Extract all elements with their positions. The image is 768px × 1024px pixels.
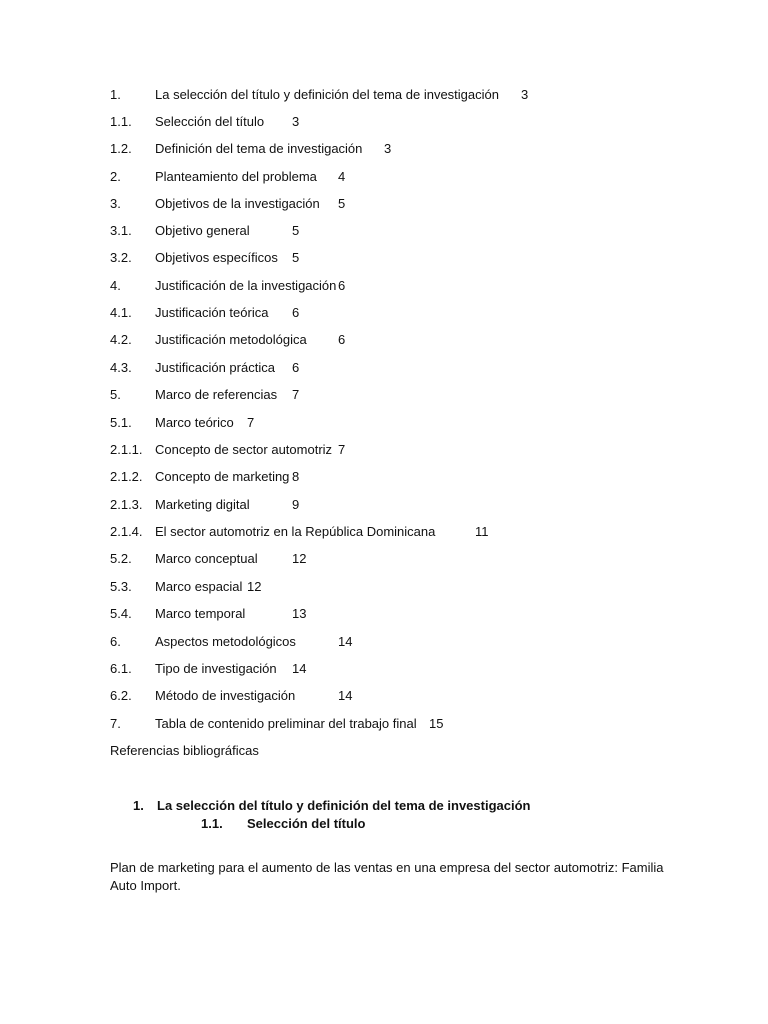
body-paragraph: Plan de marketing para el aumento de las ventas en una empresa del sector automotriz: Familia Auto Import. <box>110 860 664 893</box>
toc-entry-title: Justificación metodológica <box>155 332 307 347</box>
toc-entry-number: 7. <box>110 716 121 731</box>
toc-entry-number: 4. <box>110 278 121 293</box>
toc-entry-page: 5 <box>292 223 300 238</box>
section-heading-number: 1. <box>133 798 144 813</box>
toc-entry-number: 5.2. <box>110 551 132 566</box>
toc-entry-number: 3. <box>110 196 121 211</box>
toc-entry-title: Definición del tema de investigación <box>155 141 363 156</box>
toc-entry-page: 3 <box>292 114 300 129</box>
toc-entry-number: 2.1.3. <box>110 497 143 512</box>
toc-entry-title: Objetivos específicos <box>155 250 278 265</box>
toc-entry-page: 6 <box>338 332 346 347</box>
toc-entry-page: 11 <box>475 524 489 539</box>
toc-entry-number: 5.3. <box>110 579 132 594</box>
toc-entry-title: Marco de referencias <box>155 387 278 402</box>
toc-entry-title: Justificación práctica <box>155 360 275 375</box>
toc-entry-title: Marco conceptual <box>155 551 258 566</box>
toc-entry-title: Planteamiento del problema <box>155 169 317 184</box>
toc-entry-title: Justificación de la investigación <box>155 278 337 293</box>
toc-entry-title: Aspectos metodológicos <box>155 634 296 649</box>
subsection-heading-number: 1.1. <box>201 816 223 831</box>
toc-entry-number: 1.2. <box>110 141 132 156</box>
toc-entry-number: 3.1. <box>110 223 132 238</box>
toc-entry-number: 2.1.2. <box>110 469 143 484</box>
toc-entry-number: 5. <box>110 387 121 402</box>
references-heading: Referencias bibliográficas <box>110 743 259 758</box>
toc-entry-page: 3 <box>384 141 392 156</box>
toc-entry-page: 9 <box>292 497 300 512</box>
toc-entry-number: 4.1. <box>110 305 132 320</box>
toc-entry-title: Justificación teórica <box>155 305 269 320</box>
toc-entry-page: 6 <box>338 278 346 293</box>
toc-entry-page: 6 <box>292 360 300 375</box>
toc-entry-title: Tabla de contenido preliminar del trabajo final <box>155 716 417 731</box>
toc-entry-page: 5 <box>338 196 346 211</box>
toc-entry-page: 12 <box>292 551 307 566</box>
toc-entry-page: 3 <box>521 87 529 102</box>
toc-entry-number: 2.1.4. <box>110 524 143 539</box>
toc-entry-number: 6.2. <box>110 688 132 703</box>
toc-entry-number: 6.1. <box>110 661 132 676</box>
toc-entry-title: Concepto de marketing <box>155 469 290 484</box>
toc-entry-page: 6 <box>292 305 300 320</box>
toc-entry-title: Método de investigación <box>155 688 296 703</box>
toc-entry-page: 13 <box>292 606 307 621</box>
toc-entry-page: 14 <box>338 688 353 703</box>
subsection-heading: Selección del título <box>247 816 366 831</box>
toc-entry-title: Selección del título <box>155 114 265 129</box>
toc-entry-title: Marketing digital <box>155 497 250 512</box>
section-heading: La selección del título y definición del tema de investigación <box>157 798 531 813</box>
toc-entry-number: 6. <box>110 634 121 649</box>
toc-entry-number: 2.1.1. <box>110 442 143 457</box>
toc-entry-title: El sector automotriz en la República Dominicana <box>155 524 436 539</box>
toc-entry-title: Marco teórico <box>155 415 234 430</box>
toc-entry-title: Tipo de investigación <box>155 661 277 676</box>
toc-entry-number: 4.3. <box>110 360 132 375</box>
toc-entry-number: 4.2. <box>110 332 132 347</box>
toc-entry-page: 7 <box>338 442 346 457</box>
toc-entry-title: Objetivos de la investigación <box>155 196 320 211</box>
toc-entry-number: 1. <box>110 87 121 102</box>
toc-entry-title: La selección del título y definición del tema de investigación <box>155 87 499 102</box>
toc-entry-title: Objetivo general <box>155 223 250 238</box>
toc-entry-page: 7 <box>292 387 300 402</box>
toc-entry-number: 5.1. <box>110 415 132 430</box>
toc-entry-title: Marco espacial <box>155 579 243 594</box>
toc-entry-page: 4 <box>338 169 346 184</box>
toc-entry-page: 14 <box>338 634 353 649</box>
toc-entry-title: Concepto de sector automotriz <box>155 442 333 457</box>
toc-entry-number: 2. <box>110 169 121 184</box>
toc-entry-page: 7 <box>247 415 255 430</box>
toc-entry-title: Marco temporal <box>155 606 246 621</box>
toc-entry-number: 3.2. <box>110 250 132 265</box>
toc-entry-page: 14 <box>292 661 307 676</box>
toc-entry-page: 8 <box>292 469 300 484</box>
toc-entry-page: 12 <box>247 579 262 594</box>
toc-entry-page: 5 <box>292 250 300 265</box>
toc-entry-number: 5.4. <box>110 606 132 621</box>
toc-entry-number: 1.1. <box>110 114 132 129</box>
toc-entry-page: 15 <box>429 716 444 731</box>
